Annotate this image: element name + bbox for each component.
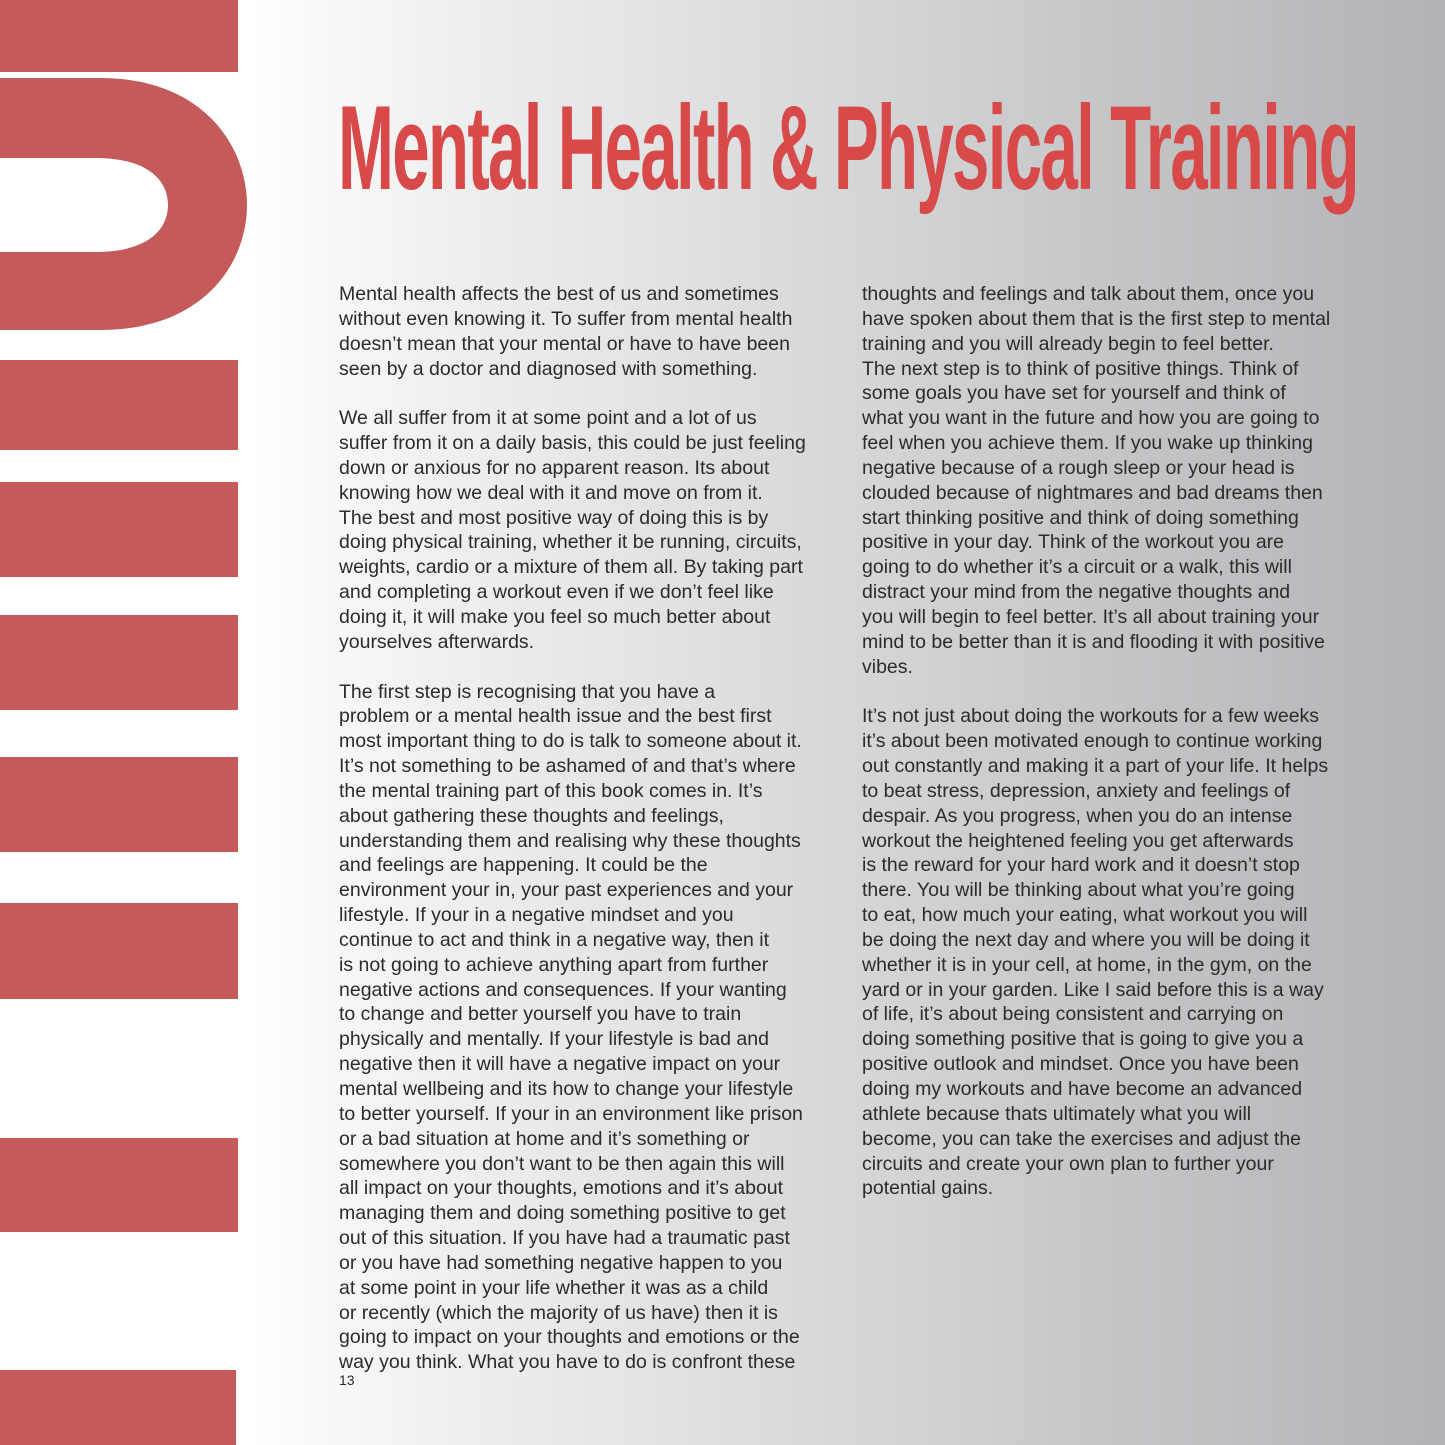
paragraph: Mental health affects the best of us and sometimes without even knowing it. To suffer from mental health doesn’t mean that your mental or have to have been seen by a doctor and diagnosed with something. xyxy=(339,283,793,380)
paragraph: thoughts and feelings and talk about them, once you have spoken about them that is the first step to mental training and you will already begin to feel better. The next step is to think of positive things. Think of some goals you have set for yourself and think of what you want in the future and how you are going to feel when you achieve them. If you wake up thinking negative because of a rough sleep or your head is clouded because of nightmares and bad dreams then start thinking positive and think of doing something positive in your day. Think of the workout you are going to do whether it’s a circuit or a walk, this will distract your mind from the negative thoughts and you will begin to feel better. It’s all about training your mind to be better than it is and flooding it with positive vibes. xyxy=(862,283,1331,678)
paragraph: The first step is recognising that you have a problem or a mental health issue and the best first most important thing to do is talk to someone about it. It’s not something to be ashamed of and that’s where the mental training part of this book comes in. It’s about gathering these thoughts and feelings, understanding them and realising why these thoughts and feelings are happening. It could be the environment your in, your past experiences and your lifestyle. If your in a negative mindset and you continue to act and think in a negative way, then it is not going to achieve anything apart from further negative actions and consequences. If your wanting to change and better yourself you have to train physically and mentally. If your lifestyle is bad and negative then it will have a negative impact on your mental wellbeing and its how to change your lifestyle to better yourself. If your in an environment like prison or a bad situation at home and it’s something or somewhere you don’t want to be then again this will all impact on your thoughts, emotions and it’s about managing them and doing something positive to get out of this situation. If you have had a traumatic past or you have had something negative happen to you at some point in your life whether it was as a child or recently (which the majority of us have) then it is going to impact on your thoughts and emotions or the way you think. What you have to do is confront these xyxy=(339,680,803,1374)
left-column xyxy=(339,282,849,1375)
right-column xyxy=(862,282,1372,1201)
page-number: 13 xyxy=(339,1372,355,1388)
decorative-large-lettering xyxy=(0,0,250,1445)
paragraph: It’s not just about doing the workouts for a few weeks it’s about been motivated enough to continue working out constantly and making it a part of your life. It helps to beat stress, depression, anxiety and feelings of despair. As you progress, when you do an intense workout the heightened feeling you get afterwards is the reward for your hard work and it doesn’t stop there. You will be thinking about what you’re going to eat, how much your eating, what workout you will be doing the next day and where you will be doing it whether it is in your cell, at home, in the gym, on the yard or in your garden. Like I said before this is a way of life, it’s about being consistent and carrying on doing something positive that is going to give you a positive outlook and mindset. Once you have been doing my workouts and have become an advanced athlete because thats ultimately what you will become, you can take the exercises and adjust the circuits and create your own plan to further your potential gains. xyxy=(862,705,1329,1200)
decorative-letter-shapes xyxy=(0,0,250,1445)
paragraph: We all suffer from it at some point and a lot of us suffer from it on a daily basis, this could be just feeling down or anxious for no apparent reason. Its about knowing how we deal with it and move on from it. The best and most positive way of doing this is by doing physical training, whether it be running, circuits, weights, cardio or a mixture of them all. By taking part and completing a workout even if we don’t feel like doing it, it will make you feel so much better about yourselves afterwards. xyxy=(339,407,806,653)
page-title: Mental Health & Physical Training xyxy=(338,81,1359,215)
